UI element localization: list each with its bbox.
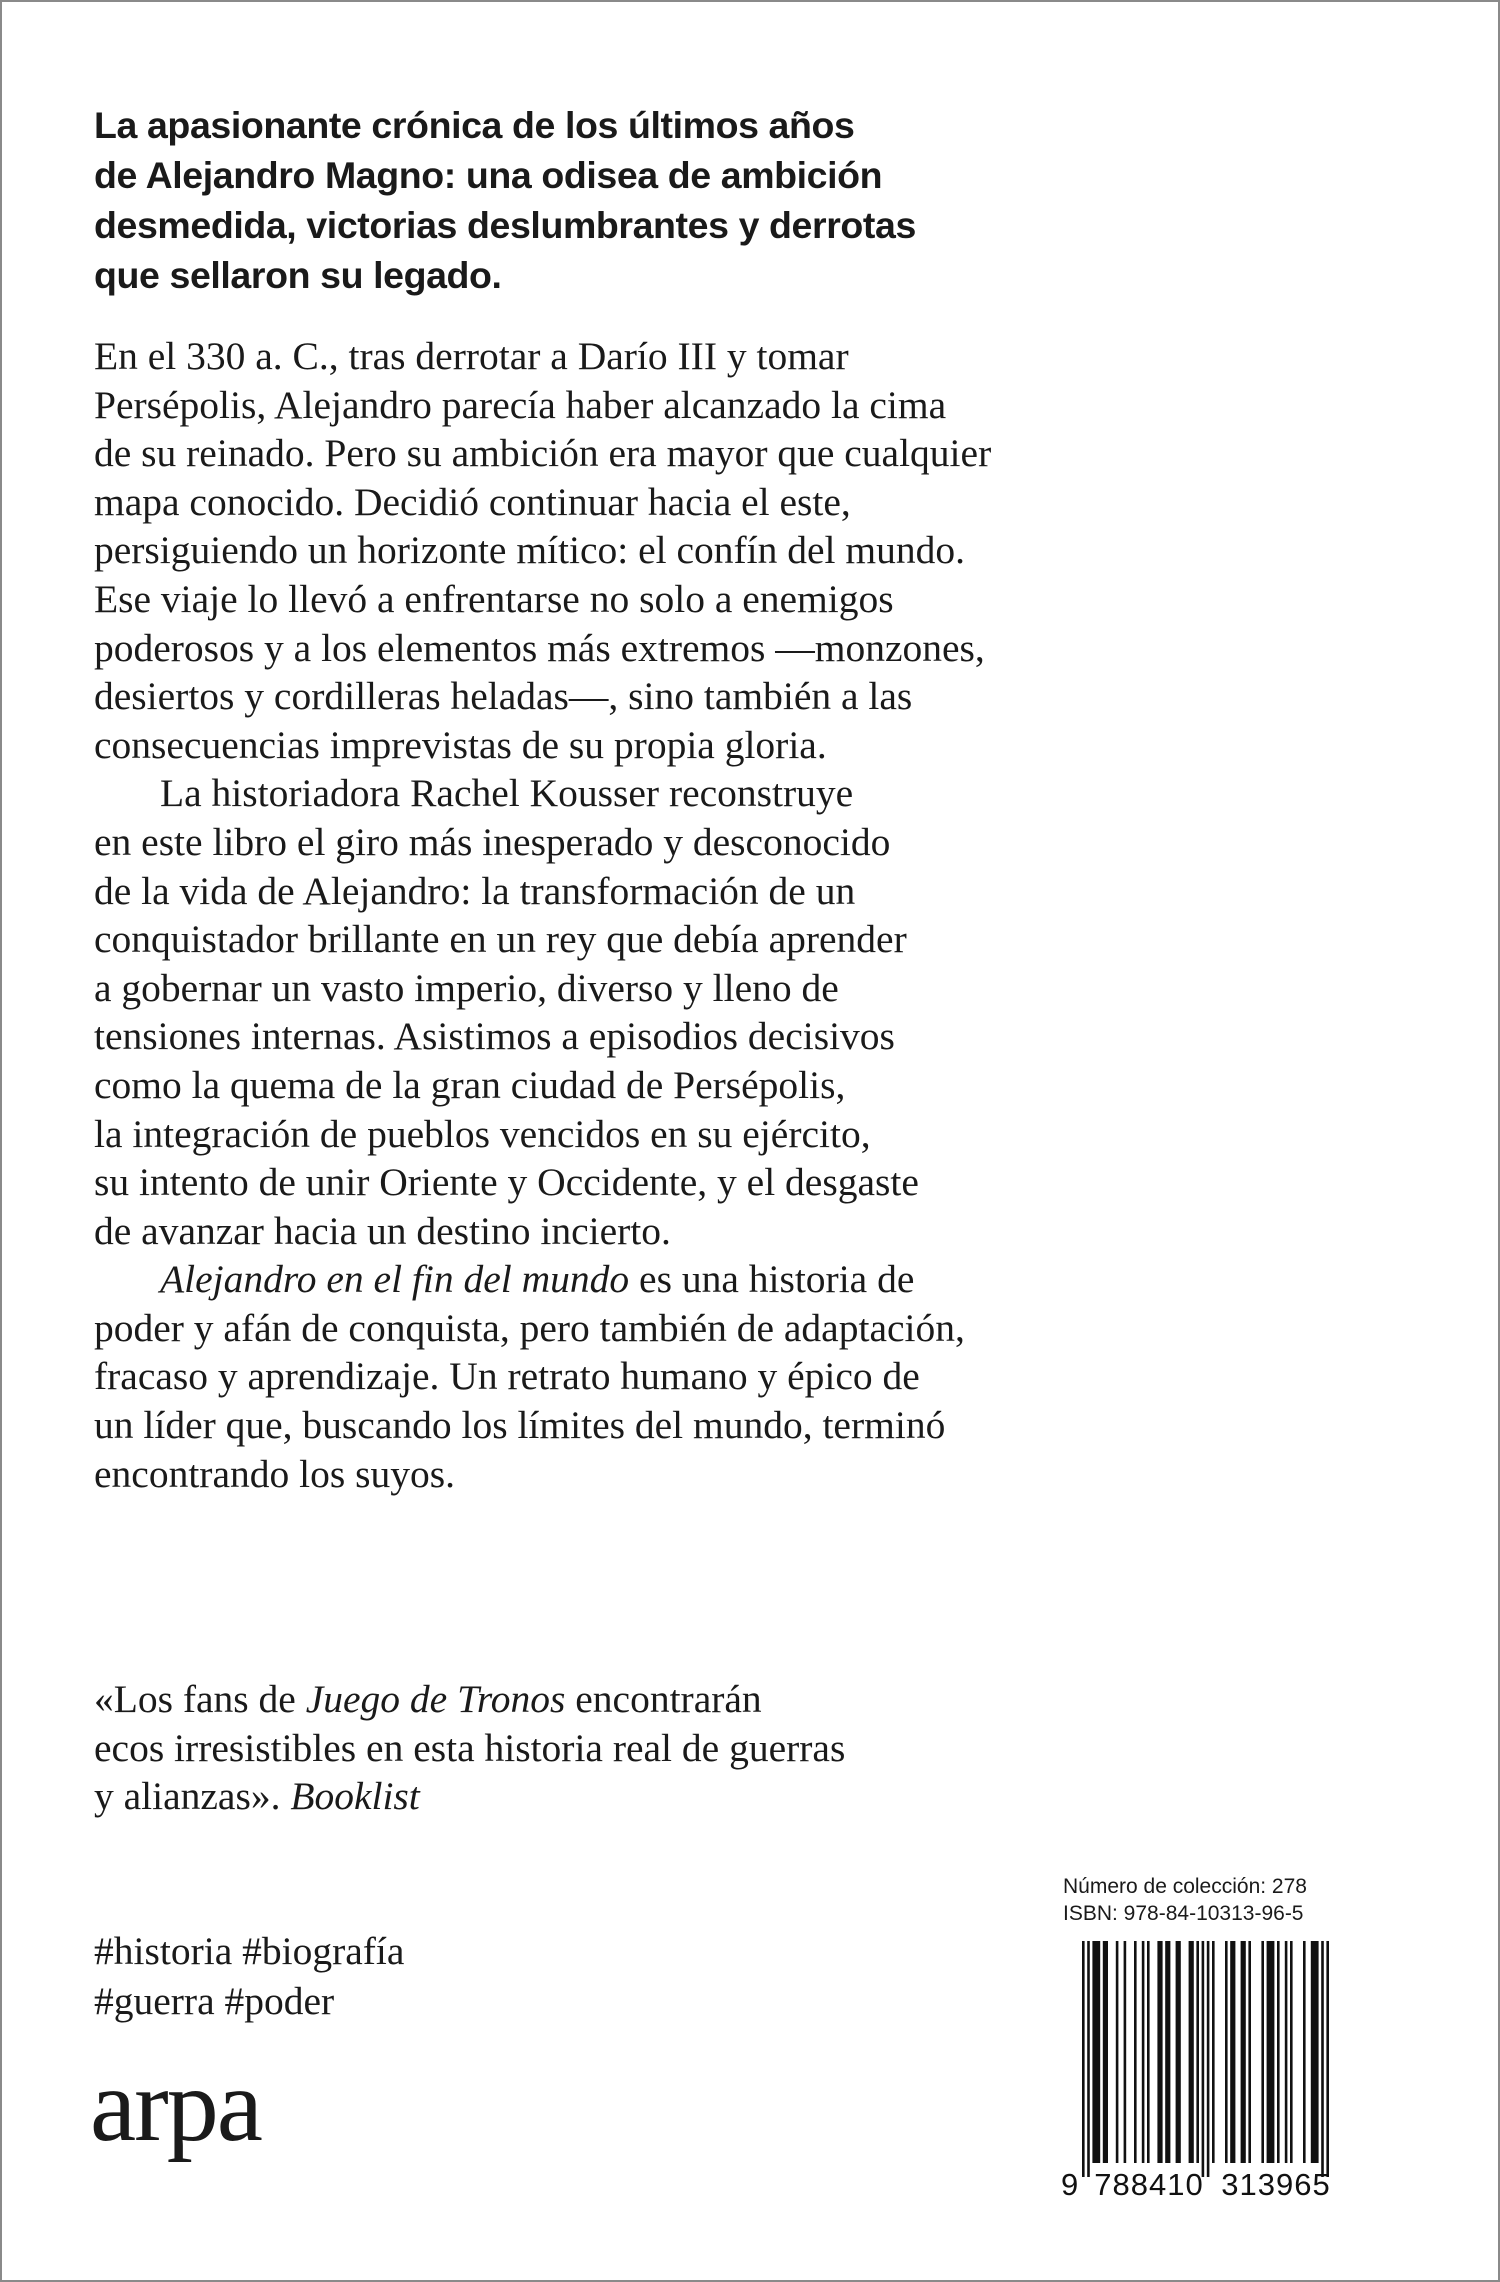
barcode-bar [1116,1941,1119,2163]
lead-line: La apasionante crónica de los últimos años [94,104,855,146]
text-line: como la quema de la gran ciudad de Persépolis, [94,1062,846,1107]
text-fragment: y alianzas». [94,1774,291,1819]
book-title: Alejandro en el fin del mundo [160,1257,630,1302]
hashtag-line: #historia #biografía [94,1929,405,1973]
barcode-bar [1311,1941,1319,2163]
barcode-bar [1230,1941,1235,2163]
barcode-bar [1142,1941,1145,2163]
barcode-bar [1267,1941,1275,2163]
barcode-bar [1082,1941,1085,2177]
barcode-bar [1212,1941,1215,2163]
collection-number: Número de colección: 278 [1063,1875,1307,1898]
lead-line: desmedida, victorias deslumbrantes y derrotas [94,204,916,246]
barcode-digits-right: 313965 [1221,2167,1331,2201]
barcode-bar [1165,1941,1170,2163]
barcode-bar [1124,1941,1127,2163]
text-line: su intento de unir Oriente y Occidente, y el desgaste [94,1160,919,1205]
text-line: conquistador brillante en un rey que debía aprender [94,917,907,962]
text-line: mapa conocido. Decidió continuar hacia el este, [94,479,851,524]
barcode-bar [1225,1941,1228,2163]
lead-line: de Alejandro Magno: una odisea de ambición [94,154,883,196]
barcode-bar [1207,1941,1210,2177]
lead-line: que sellaron su legado. [94,254,502,296]
barcode-bar [1202,1941,1205,2177]
lead-summary [94,100,1094,300]
barcode-bar [1189,1941,1194,2163]
barcode-bar [1103,1941,1108,2163]
text-line: encontrando los suyos. [94,1451,455,1496]
quote-source: Booklist [290,1774,420,1819]
paragraph-3 [94,1255,1434,1498]
paragraph-2 [94,769,1434,1255]
barcode-bar [1277,1941,1280,2163]
review-quote [94,1675,845,1821]
text-line: En el 330 a. C., tras derrotar a Darío III y tomar [94,334,849,378]
barcode-bar [1303,1941,1306,2163]
barcode-bar [1248,1941,1251,2163]
text-line: poderosos y a los elementos más extremos —monzones, [94,625,985,670]
referenced-title: Juego de Tronos [305,1677,566,1721]
text-line [94,1675,845,1724]
barcode [1058,1937,1348,2201]
synopsis [94,332,1434,1498]
text-line: ecos irresistibles en esta historia real de guerras [94,1725,846,1770]
barcode-bar [1087,1941,1090,2177]
text-line [94,1772,845,1821]
barcode-bar [1290,1941,1293,2163]
text-line: a gobernar un vasto imperio, diverso y lleno de [94,965,839,1010]
barcode-bar [1157,1941,1162,2163]
text-line: fracaso y aprendizaje. Un retrato humano y épico de [94,1354,920,1399]
text-line: de la vida de Alejandro: la transformación de un [94,868,856,913]
hashtag-line: #guerra #poder [94,1979,335,2023]
text-line: un líder que, buscando los límites del mundo, terminó [94,1403,946,1448]
text-line: Persépolis, Alejandro parecía haber alcanzado la cima [94,382,947,427]
text-fragment: «Los fans de [94,1677,306,1721]
paragraph-1 [94,332,1434,769]
text-line: consecuencias imprevistas de su propia gloria. [94,722,827,767]
text-line [94,1255,1434,1304]
barcode-bar [1176,1941,1181,2163]
barcode-digits-left: 788410 [1094,2167,1204,2201]
barcode-bar [1092,1941,1100,2163]
text-fragment: es una historia de [629,1257,915,1302]
barcode-bar [1321,1941,1324,2177]
text-line: La historiadora Rachel Kousser reconstruye [160,771,854,816]
barcode-digit-first: 9 [1061,2167,1079,2201]
text-line: de su reinado. Pero su ambición era mayor que cualquier [94,431,992,476]
text-line: persiguiendo un horizonte mítico: el confín del mundo. [94,528,966,573]
publisher-logo: arpa [90,2048,261,2163]
text-fragment: encontrarán [565,1677,762,1721]
barcode-bar [1147,1941,1150,2163]
text-line: en este libro el giro más inesperado y desconocido [94,819,891,864]
text-line: tensiones internas. Asistimos a episodios decisivos [94,1014,895,1059]
barcode-bar [1261,1941,1264,2163]
text-line: desiertos y cordilleras heladas—, sino también a las [94,674,913,719]
text-line: la integración de pueblos vencidos en su ejército, [94,1111,871,1156]
barcode-bar [1196,1941,1199,2163]
barcode-bar [1134,1941,1137,2163]
barcode-bar [1241,1941,1246,2163]
barcode-bar [1285,1941,1288,2163]
barcode-bar [1326,1941,1329,2177]
text-line: poder y afán de conquista, pero también de adaptación, [94,1305,965,1350]
text-line: de avanzar hacia un destino incierto. [94,1208,671,1253]
hashtags [94,1926,404,2026]
text-line: Ese viaje lo llevó a enfrentarse no solo a enemigos [94,576,894,621]
isbn-text: ISBN: 978-84-10313-96-5 [1063,1902,1304,1925]
